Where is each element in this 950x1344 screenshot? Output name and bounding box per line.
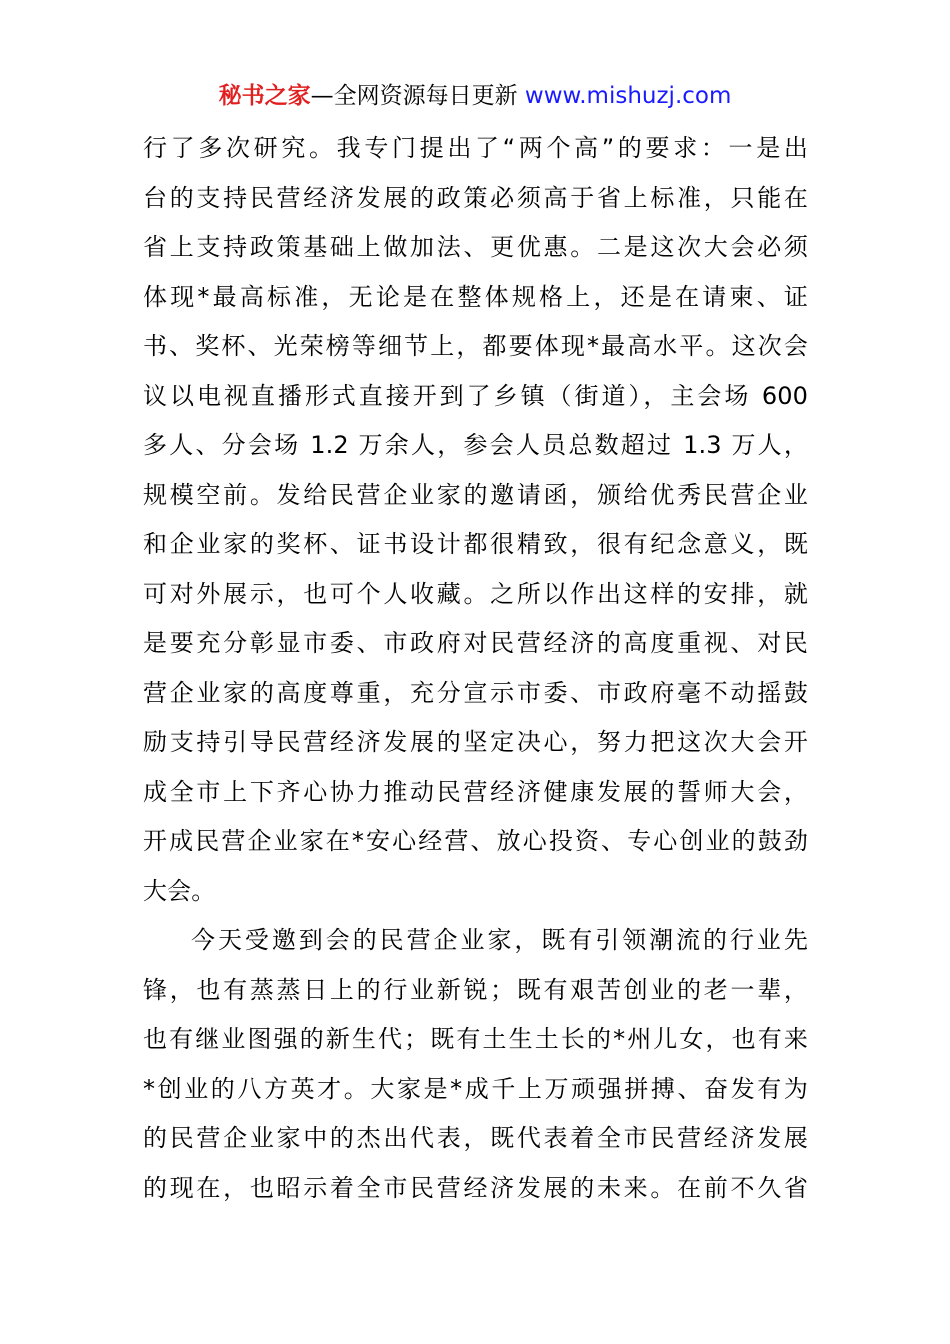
site-header [0,80,950,112]
text-line: 省上支持政策基础上做加法、更优惠。二是这次大会必须 [143,233,808,261]
paragraph-2 [143,916,808,1213]
text-line: 锋，也有蒸蒸日上的行业新锐；既有艰苦创业的老一辈， [143,975,808,1004]
text-line: 多人、分会场 1.2 万余人，参会人员总数超过 1.3 万人， [143,431,808,459]
text-line: 开成民营企业家在*安心经营、放心投资、专心创业的鼓劲 [143,827,808,855]
text-line: 成全市上下齐心协力推动民营经济健康发展的誓师大会， [143,777,808,806]
text-line: 书、奖杯、光荣榜等细节上，都要体现*最高水平。这次会 [143,332,808,360]
text-line: 是要充分彰显市委、市政府对民营经济的高度重视、对民 [143,629,808,657]
text-line: 的现在，也昭示着全市民营经济发展的未来。在前不久省 [143,1173,808,1202]
text-line: 体现*最高标准，无论是在整体规格上，还是在请柬、证 [143,282,808,311]
text-line: 行了多次研究。我专门提出了“两个高”的要求：一是出 [143,134,808,162]
paragraph-1 [143,124,808,916]
text-line: 台的支持民营经济发展的政策必须高于省上标准，只能在 [143,183,808,212]
site-url-link[interactable]: www.mishuzj.com [517,83,732,109]
text-line: 的民营企业家中的杰出代表，既代表着全市民营经济发展 [143,1124,808,1152]
text-line: 励支持引导民营经济发展的坚定决心，努力把这次大会开 [143,728,808,756]
text-line: *创业的八方英才。大家是*成千上万顽强拼搏、奋发有为 [143,1074,808,1103]
text-line: 大会。 [143,876,216,905]
text-line: 今天受邀到会的民营企业家，既有引领潮流的行业先 [191,926,808,954]
text-line: 也有继业图强的新生代；既有土生土长的*州儿女，也有来 [143,1025,808,1053]
document-body [143,124,808,1213]
site-tagline: —全网资源每日更新 [310,83,518,109]
site-brand: 秘书之家 [218,83,311,109]
text-line: 规模空前。发给民营企业家的邀请函，颁给优秀民营企业 [143,480,808,509]
text-line: 营企业家的高度尊重，充分宣示市委、市政府毫不动摇鼓 [143,678,808,707]
text-line: 可对外展示，也可个人收藏。之所以作出这样的安排，就 [143,579,808,608]
text-line: 和企业家的奖杯、证书设计都很精致，很有纪念意义，既 [143,530,808,558]
text-line: 议以电视直播形式直接开到了乡镇（街道），主会场 600 [143,381,808,410]
